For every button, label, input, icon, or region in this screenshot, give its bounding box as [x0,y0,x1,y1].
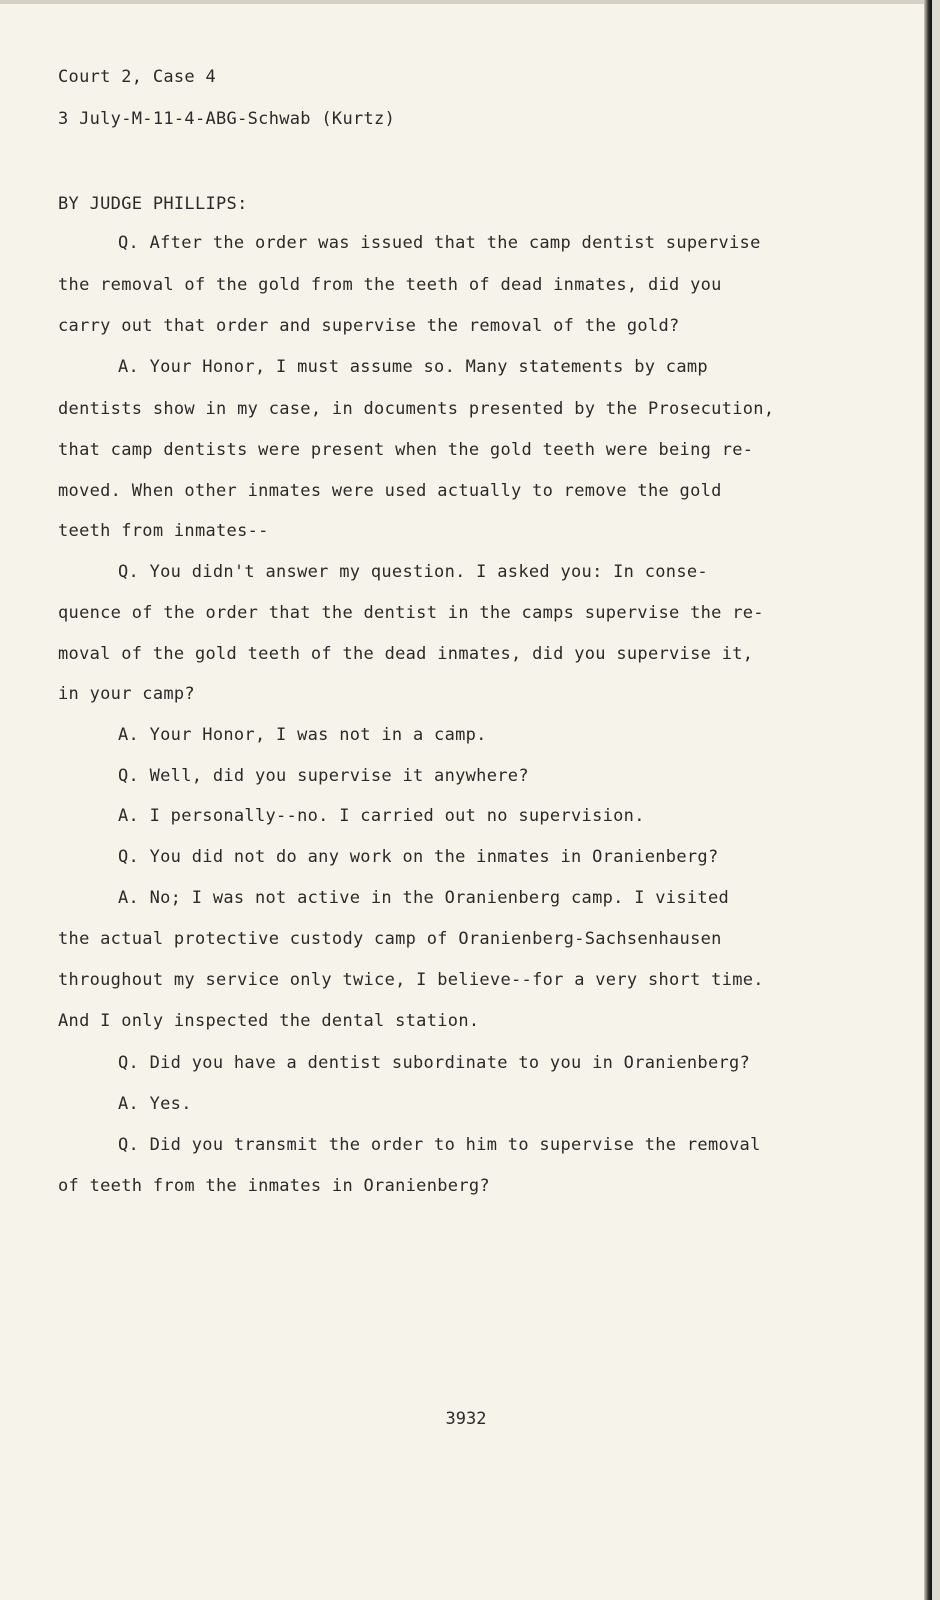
transcript-line: Q. After the order was issued that the camp dentist supervise [118,233,761,253]
examiner-heading: BY JUDGE PHILLIPS: [58,194,248,214]
page-top-edge [0,0,932,4]
page-number: 3932 [445,1409,487,1429]
transcript-line: And I only inspected the dental station. [58,1011,480,1031]
transcript-line: A. Your Honor, I was not in a camp. [118,725,487,745]
transcript-line: moved. When other inmates were used actually to remove the gold [58,481,722,501]
transcript-line: throughout my service only twice, I believe--for a very short time. [58,970,764,990]
transcript-line: the actual protective custody camp of Oranienberg-Sachsenhausen [58,929,722,949]
transcript-line: dentists show in my case, in documents presented by the Prosecution, [58,399,775,419]
transcript-line: Q. You didn't answer my question. I asked you: In conse- [118,562,708,582]
transcript-line: the removal of the gold from the teeth of dead inmates, did you [58,275,722,295]
transcript-line: carry out that order and supervise the removal of the gold? [58,316,680,336]
transcript-line: Q. Well, did you supervise it anywhere? [118,766,529,786]
transcript-line: Q. Did you have a dentist subordinate to you in Oranienberg? [118,1053,751,1073]
transcript-line: Q. You did not do any work on the inmates in Oranienberg? [118,847,719,867]
transcript-line: that camp dentists were present when the gold teeth were being re- [58,440,754,460]
transcript-line: teeth from inmates-- [58,521,269,541]
transcript-line: A. No; I was not active in the Oranienberg camp. I visited [118,888,730,908]
transcript-line: quence of the order that the dentist in the camps supervise the re- [58,603,764,623]
transcript-line: of teeth from the inmates in Oranienberg? [58,1176,490,1196]
session-reference-line: 3 July-M-11-4-ABG-Schwab (Kurtz) [58,109,396,129]
transcript-line: in your camp? [58,684,195,704]
transcript-line: A. Yes. [118,1094,192,1114]
transcript-line: moval of the gold teeth of the dead inmates, did you supervise it, [58,644,754,664]
court-case-line: Court 2, Case 4 [58,67,217,87]
transcript-line: A. I personally--no. I carried out no supervision. [118,806,645,826]
page-right-edge [924,0,932,1600]
transcript-line: Q. Did you transmit the order to him to supervise the removal [118,1135,761,1155]
transcript-line: A. Your Honor, I must assume so. Many statements by camp [118,357,708,377]
